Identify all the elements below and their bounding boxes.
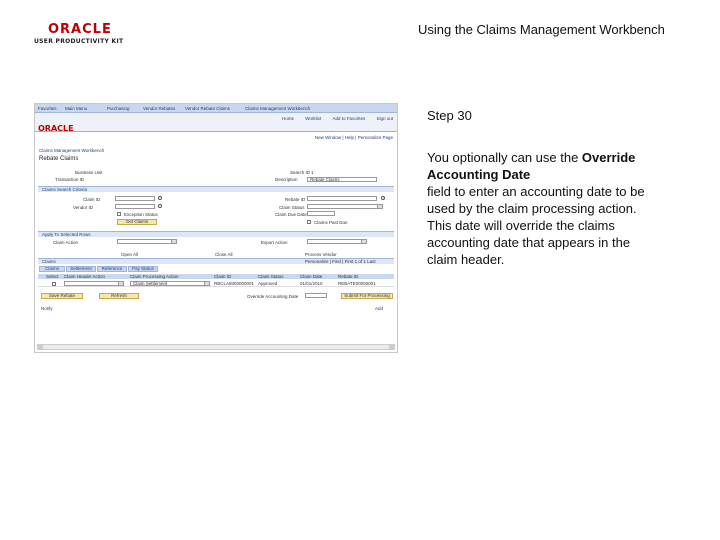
document-title: Using the Claims Management Workbench — [418, 22, 665, 37]
exception-status-label: Exception Status — [124, 212, 158, 217]
tab-reference[interactable]: Reference — [97, 266, 127, 272]
step-field-name: Override Accounting Date — [427, 150, 636, 182]
claim-date-cell: 01/01/2010 — [300, 281, 323, 286]
claim-status-select[interactable] — [307, 204, 383, 209]
vendor-id-field[interactable] — [115, 204, 155, 209]
sign-out-link[interactable]: Sign out — [376, 116, 393, 121]
export-action-label: Export Action — [261, 240, 288, 245]
transaction-id-label: Transaction ID — [55, 177, 85, 182]
column-header: Claim Processing Action — [130, 274, 179, 279]
description-label: Description — [275, 177, 298, 182]
notify-link[interactable]: Notify — [41, 306, 53, 311]
claims-search-band[interactable] — [38, 186, 394, 192]
claim-due-date-field[interactable] — [307, 211, 335, 216]
nav-item[interactable]: Claims Management Workbench — [245, 106, 311, 111]
nav-item[interactable]: Vendor Rebates — [143, 106, 176, 111]
breadcrumb: Claims Management Workbench — [39, 148, 105, 153]
override-accounting-date-label: Override Accounting Date — [247, 294, 299, 299]
column-header: Claim Header Action — [64, 274, 106, 279]
rebate-id-label: Rebate ID — [285, 197, 306, 202]
select-row-checkbox[interactable] — [52, 282, 56, 286]
horizontal-scrollbar[interactable] — [37, 344, 395, 350]
apply-selected-band-label: Apply To Selected Rows — [42, 232, 91, 237]
business-unit-label: Business Unit — [75, 170, 103, 175]
brand-logo: ORACLE — [38, 124, 74, 133]
page-toolbar[interactable]: New Window | Help | Personalize Page — [314, 135, 393, 140]
claim-processing-action-select[interactable] — [130, 281, 210, 286]
add-favorites-link[interactable]: Add to Favorites — [332, 116, 366, 121]
column-header: Claim ID — [214, 274, 232, 279]
top-links — [272, 116, 393, 121]
step-text-rest: field to enter an accounting date to be used by the claim processing action. This date will override the claims accounting date that appears in the claim header. — [427, 184, 645, 267]
nav-item[interactable]: Purchasing — [107, 106, 130, 111]
close-all-link[interactable]: Close All — [215, 252, 233, 257]
override-accounting-date-field[interactable] — [305, 293, 327, 298]
nav-item[interactable]: Main Menu — [65, 106, 88, 111]
claim-due-date-label: Claim Due Date — [275, 212, 307, 217]
step-number: Step 30 — [427, 108, 472, 123]
claim-action-select[interactable] — [117, 239, 177, 244]
claim-status-cell: Approved — [258, 281, 278, 286]
column-header: Claim Status — [258, 274, 284, 279]
claim-id-label: Claim ID — [83, 197, 101, 202]
submit-processing-button[interactable]: Submit For Processing — [341, 293, 393, 299]
brand-bar — [35, 113, 397, 132]
claim-id-field[interactable] — [115, 196, 155, 201]
navigation-bar — [35, 104, 397, 113]
export-action-select[interactable] — [307, 239, 367, 244]
search-id-label: Search ID — [290, 170, 311, 175]
rebate-id-cell: REBATE00000001 — [338, 281, 376, 286]
logo-upk-text: USER PRODUCTIVITY KIT — [34, 38, 124, 45]
description-field[interactable] — [307, 177, 377, 182]
table-row[interactable] — [38, 281, 394, 287]
step-description — [427, 149, 663, 268]
claims-search-band-label: Claims Search Criteria — [42, 187, 88, 192]
grid-navigation[interactable]: Personalize | Find | First 1 of 1 Last — [305, 259, 376, 264]
claims-band-label: Claims — [42, 259, 56, 264]
column-header: Select — [46, 274, 59, 279]
claims-grid-header — [38, 274, 394, 279]
open-all-link[interactable]: Open All — [121, 252, 139, 257]
search-id-value: 1 — [311, 170, 314, 175]
tab-settlement[interactable]: Settlement — [66, 266, 96, 272]
claim-header-action-select[interactable] — [64, 281, 124, 286]
lookup-icon[interactable] — [158, 196, 162, 200]
processing-action-value: Claim Settlement — [133, 281, 168, 286]
claim-status-label: Claim Status — [279, 205, 305, 210]
apply-selected-band[interactable] — [38, 231, 394, 237]
claim-action-label: Claim Action — [53, 240, 79, 245]
oracle-upk-logo — [34, 22, 124, 48]
claims-past-due-label: Claims Past Due — [314, 220, 348, 225]
save-rebate-button[interactable]: Save Rebate — [41, 293, 83, 299]
claims-past-due-checkbox[interactable] — [307, 220, 311, 224]
worklist-link[interactable]: Worklist — [305, 116, 322, 121]
vendor-id-label: Vendor ID — [73, 205, 94, 210]
add-link[interactable]: Add — [375, 306, 384, 311]
nav-item[interactable]: Vendor Rebate Claims — [185, 106, 231, 111]
lookup-icon[interactable] — [158, 204, 162, 208]
claim-id-cell: RBCLAIM00000001 — [214, 281, 255, 286]
refresh-button[interactable]: Refresh — [99, 293, 139, 299]
nav-item[interactable]: Favorites — [38, 106, 57, 111]
tab-pay-status[interactable]: Pay Status — [128, 266, 158, 272]
get-claims-button[interactable]: Get Claims — [117, 219, 157, 225]
rebate-id-field[interactable] — [307, 196, 377, 201]
tab-claims[interactable]: Claims — [39, 266, 65, 272]
description-value: Rebate Claims — [310, 177, 340, 182]
logo-oracle-text: ORACLE — [48, 22, 112, 37]
step-text-intro: You optionally can use the — [427, 150, 582, 165]
page-title: Rebate Claims — [39, 156, 79, 162]
application-screenshot — [34, 103, 398, 353]
exception-status-checkbox[interactable] — [117, 212, 121, 216]
process-vendor-link[interactable]: Process Vendor — [305, 252, 337, 257]
column-header: Claim Date — [300, 274, 323, 279]
column-header: Rebate ID — [338, 274, 359, 279]
lookup-icon[interactable] — [381, 196, 385, 200]
home-link[interactable]: Home — [281, 116, 294, 121]
